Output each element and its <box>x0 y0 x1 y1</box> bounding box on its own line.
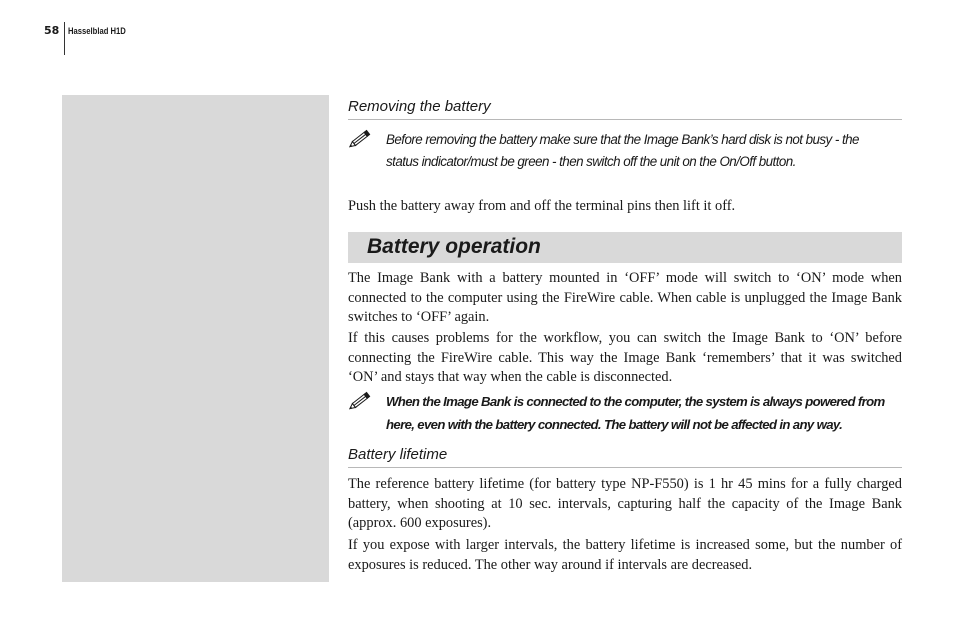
pencil-icon <box>348 127 374 149</box>
removal-instruction: Push the battery away from and off the terminal pins then lift it off. <box>348 198 736 214</box>
power-note-line1: When the Image Bank is connected to the computer, the system is always powered from <box>386 394 885 409</box>
battery-lifetime-paragraph-2: If you expose with larger intervals, the battery lifetime is increased some, but the number of exposures is reduced. The other way around if intervals are decreased. <box>348 537 902 573</box>
battery-lifetime-paragraph-1: The reference battery lifetime (for battery type NP-F550) is 1 hr 45 mins for a fully charged battery, when shooting at 10 sec. intervals, capturing half the capacity of the Image Bank (approx. 600 exposures). <box>348 476 902 532</box>
page-number: 58 <box>44 24 60 37</box>
battery-operation-paragraph-2: If this causes problems for the workflow, you can switch the Image Bank to ‘ON’ before connecting the FireWire cable. This way the Image Bank ‘remembers’ that it was switched ‘ON’ and stays that way when the cable is disconnected. <box>348 330 902 386</box>
battery-removal-note-line1: Before removing the battery make sure that the Image Bank’s hard disk is not busy - the <box>386 132 859 147</box>
battery-removal-note-line2: status indicator/must be green - then switch off the unit on the On/Off button. <box>386 154 796 169</box>
battery-operation-paragraph-1: The Image Bank with a battery mounted in ‘OFF’ mode will switch to ‘ON’ mode when connected to the computer using the FireWire cable. When cable is unplugged the Image Bank switches to ‘OFF’ again. <box>348 270 902 326</box>
power-note-line2: here, even with the battery connected. The battery will not be affected in any way. <box>386 417 843 432</box>
header-title: Hasselblad H1D <box>68 26 126 36</box>
sidebar-panel <box>62 95 329 582</box>
removing-battery-heading: Removing the battery <box>348 95 902 120</box>
pencil-icon <box>348 389 374 411</box>
section-title: Battery operation <box>367 235 541 258</box>
header-divider <box>64 22 65 55</box>
battery-lifetime-heading: Battery lifetime <box>348 443 902 468</box>
section-heading-bar <box>348 232 902 263</box>
